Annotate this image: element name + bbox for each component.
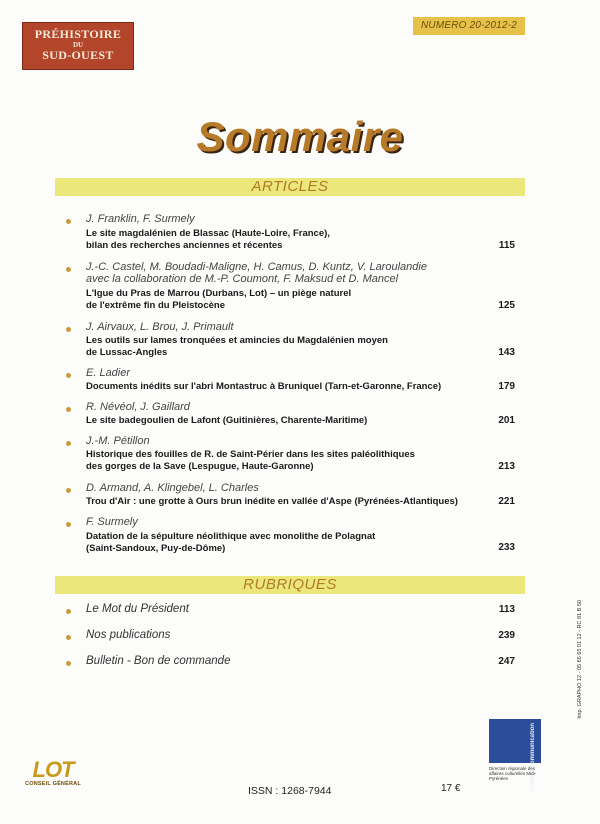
rubrique-page: 113 xyxy=(498,604,515,615)
bullet-icon xyxy=(66,661,71,666)
logo-line1: PRÉHISTOIRE xyxy=(34,27,122,41)
article-title-line: Trou d'Air : une grotte à Ours brun inédite en vallée d'Aspe (Pyrénées-Atlantiques) xyxy=(86,496,458,507)
article-page: 115 xyxy=(498,240,515,251)
lot-logo-word: LOT xyxy=(32,757,74,782)
page-title: Sommaire xyxy=(196,113,404,160)
article-page: 143 xyxy=(498,347,515,358)
article-title-line: (Saint-Sandoux, Puy-de-Dôme) xyxy=(86,543,226,554)
bullet-icon xyxy=(66,327,71,332)
article-authors: D. Armand, A. Klingebel, L. Charles xyxy=(86,482,259,494)
article-authors: E. Ladier xyxy=(86,367,131,379)
article-page: 201 xyxy=(498,415,515,426)
issn: ISSN : 1268-7944 xyxy=(248,785,332,797)
article-collaboration: avec la collaboration de M.-P. Coumont, F. Maksud et D. Mancel xyxy=(86,273,399,285)
articles-heading-band xyxy=(55,178,525,196)
drac-caption: Direction régionale des affaires culturelles Midi-Pyrénées xyxy=(489,766,537,781)
bullet-icon xyxy=(66,219,71,224)
bullet-icon xyxy=(66,267,71,272)
article-authors: J.-M. Pétillon xyxy=(86,435,150,447)
article-title-line: Documents inédits sur l'abri Montastruc à Bruniquel (Tarn-et-Garonne, France) xyxy=(86,381,442,392)
bullet-icon xyxy=(66,407,71,412)
article-title-line: Le site magdalénien de Blassac (Haute-Loire, France), xyxy=(86,228,330,239)
article-page: 125 xyxy=(498,300,515,311)
article-title-line: bilan des recherches anciennes et récentes xyxy=(86,240,283,251)
logo-du: DU xyxy=(72,41,84,49)
article-title-line: Le site badegoulien de Lafont (Guitinières, Charente-Maritime) xyxy=(86,415,368,426)
rubriques-heading: RUBRIQUES xyxy=(243,576,337,593)
lot-conseil-general-logo xyxy=(22,759,84,787)
article-page: 179 xyxy=(498,381,515,392)
article-title-line: L'Igue du Pras de Marrou (Durbans, Lot) – un piège naturel xyxy=(86,288,352,299)
imprint-text: Imp. GRAPHO 12 - 05 65 65 01 12 - RC 81 B 50 xyxy=(577,600,583,719)
rubrique-label: Nos publications xyxy=(86,629,171,641)
journal-logo xyxy=(22,22,134,70)
article-title-line: de l'extrême fin du Pleistocène xyxy=(86,300,225,311)
article-title-line: des gorges de la Save (Lespugue, Haute-Garonne) xyxy=(86,461,314,472)
rubrique-page: 247 xyxy=(498,656,515,667)
bullet-icon xyxy=(66,373,71,378)
article-title-line: de Lussac-Angles xyxy=(86,347,168,358)
rubrique-page: 239 xyxy=(498,630,515,641)
article-page: 213 xyxy=(498,461,515,472)
bullet-icon xyxy=(66,441,71,446)
culture-line2: Communication xyxy=(530,723,536,769)
article-authors: F. Surmely xyxy=(86,516,138,528)
bullet-icon xyxy=(66,609,71,614)
articles-heading: ARTICLES xyxy=(251,178,329,195)
price: 17 € xyxy=(441,783,461,794)
culture-line1: Culture xyxy=(530,770,536,792)
article-authors: J. Franklin, F. Surmely xyxy=(86,213,195,225)
article-authors: R. Névéol, J. Gaillard xyxy=(86,401,190,413)
bullet-icon xyxy=(66,522,71,527)
bullet-icon xyxy=(66,635,71,640)
article-authors: J. Airvaux, L. Brou, J. Primault xyxy=(86,321,234,333)
article-page: 221 xyxy=(498,496,515,507)
article-title-line: Datation de la sépulture néolithique avec monolithe de Polagnat xyxy=(86,531,376,542)
article-title-line: Historique des fouilles de R. de Saint-Périer dans les sites paléolithiques xyxy=(86,449,415,460)
article-title-line: Les outils sur lames tronquées et amincies du Magdalénien moyen xyxy=(86,335,388,346)
article-page: 233 xyxy=(498,542,515,553)
lot-logo-subtitle: CONSEIL GÉNÉRAL xyxy=(25,781,81,787)
rubrique-label: Le Mot du Président xyxy=(86,603,189,615)
logo-line2: SUD-OUEST xyxy=(42,48,114,62)
rubriques-heading-band xyxy=(55,576,525,594)
rubrique-label: Bulletin - Bon de commande xyxy=(86,655,231,667)
issue-number-badge: NUMERO 20-2012-2 xyxy=(413,17,525,35)
bullet-icon xyxy=(66,488,71,493)
article-authors: J.-C. Castel, M. Boudadi-Maligne, H. Camus, D. Kuntz, V. Laroulandie xyxy=(86,261,427,273)
